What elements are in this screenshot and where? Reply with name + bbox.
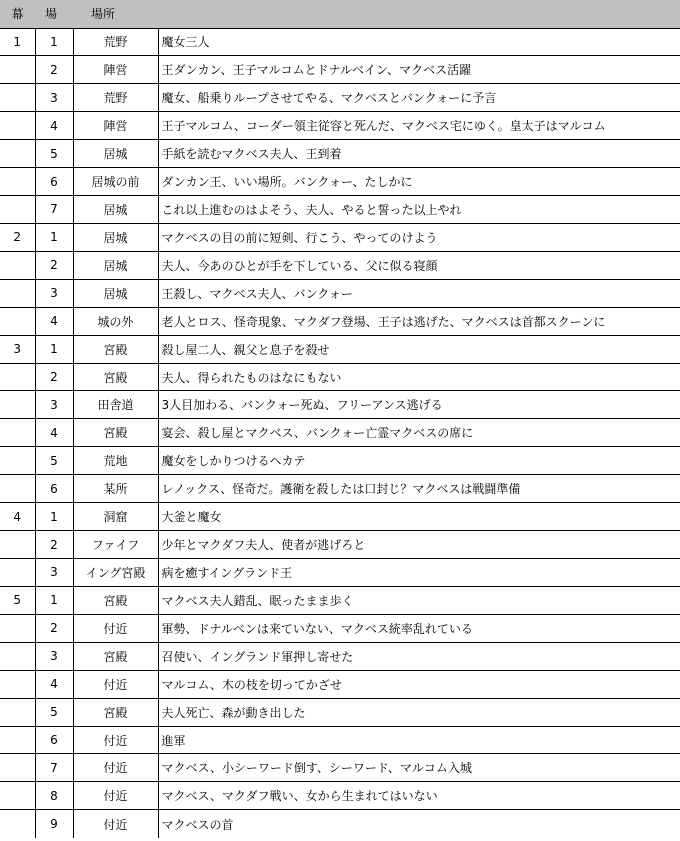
header-scene: 場 [45, 7, 58, 22]
scene-cell[interactable]: 1 [35, 28, 73, 56]
place-cell[interactable]: 居城 [73, 140, 158, 168]
table-row [0, 196, 680, 224]
place-cell[interactable]: 陣営 [73, 56, 158, 84]
act-cell[interactable] [0, 810, 35, 838]
place-cell[interactable]: ファイフ [73, 531, 158, 559]
act-cell[interactable] [0, 531, 35, 559]
place-cell[interactable]: 宮殿 [73, 363, 158, 391]
description-cell[interactable]: 進軍 [158, 726, 680, 754]
act-cell[interactable] [0, 140, 35, 168]
table-row [0, 810, 680, 838]
table-row [0, 28, 680, 56]
scene-cell[interactable]: 2 [35, 363, 73, 391]
scene-cell[interactable]: 4 [35, 112, 73, 140]
header-place: 場所 [91, 7, 116, 22]
place-cell[interactable]: 宮殿 [73, 642, 158, 670]
description-cell[interactable]: 手紙を読むマクベス夫人、王到着 [158, 140, 680, 168]
place-cell[interactable]: 居城 [73, 196, 158, 224]
header-act: 幕 [11, 7, 24, 22]
place-cell[interactable]: 付近 [73, 614, 158, 642]
scene-cell[interactable]: 6 [35, 726, 73, 754]
act-cell[interactable] [0, 614, 35, 642]
scene-cell[interactable]: 3 [35, 391, 73, 419]
place-cell[interactable]: 居城の前 [73, 168, 158, 196]
scene-cell[interactable]: 6 [35, 475, 73, 503]
act-cell[interactable]: 5 [0, 586, 35, 614]
act-cell[interactable] [0, 754, 35, 782]
act-cell[interactable] [0, 447, 35, 475]
table-body [0, 28, 680, 838]
place-cell[interactable]: 付近 [73, 810, 158, 838]
scene-cell[interactable]: 5 [35, 140, 73, 168]
place-cell[interactable]: 荒野 [73, 28, 158, 56]
description-cell[interactable]: これ以上進むのはよそう、夫人、やると誓った以上やれ [158, 196, 680, 224]
description-cell[interactable]: 病を癒すイングランド王 [158, 559, 680, 587]
scene-cell[interactable]: 2 [35, 614, 73, 642]
description-cell[interactable]: マクベス、小シーワード倒す、シーワード、マルコム入城 [158, 754, 680, 782]
table-row [0, 168, 680, 196]
table-row [0, 363, 680, 391]
place-cell[interactable]: 付近 [73, 782, 158, 810]
scene-cell[interactable]: 3 [35, 559, 73, 587]
header-row [0, 0, 680, 28]
place-cell[interactable]: 付近 [73, 726, 158, 754]
act-cell[interactable] [0, 419, 35, 447]
table-row [0, 642, 680, 670]
place-cell[interactable]: 荒野 [73, 84, 158, 112]
scene-cell[interactable]: 4 [35, 307, 73, 335]
place-cell[interactable]: 居城 [73, 223, 158, 251]
act-cell[interactable] [0, 112, 35, 140]
description-cell[interactable]: マルコム、木の枝を切ってかざせ [158, 670, 680, 698]
description-cell[interactable]: 魔女三人 [158, 28, 680, 56]
act-cell[interactable] [0, 307, 35, 335]
act-cell[interactable] [0, 251, 35, 279]
table-row [0, 475, 680, 503]
scene-cell[interactable]: 8 [35, 782, 73, 810]
description-cell[interactable]: 夫人死亡、森が動き出した [158, 698, 680, 726]
place-cell[interactable]: 付近 [73, 754, 158, 782]
place-cell[interactable]: 居城 [73, 279, 158, 307]
act-cell[interactable] [0, 56, 35, 84]
act-cell[interactable] [0, 391, 35, 419]
table-row [0, 754, 680, 782]
scene-cell[interactable]: 7 [35, 754, 73, 782]
table-row [0, 140, 680, 168]
table-row [0, 782, 680, 810]
act-cell[interactable]: 2 [0, 223, 35, 251]
scene-cell[interactable]: 3 [35, 84, 73, 112]
scene-cell[interactable]: 7 [35, 196, 73, 224]
place-cell[interactable]: 荒地 [73, 447, 158, 475]
header-description [158, 0, 680, 28]
table-row [0, 391, 680, 419]
description-cell[interactable]: 殺し屋二人、親父と息子を殺せ [158, 335, 680, 363]
description-cell[interactable]: 老人とロス、怪奇現象、マクダフ登場、王子は逃げた、マクベスは首都スクーンに [158, 307, 680, 335]
act-cell[interactable] [0, 475, 35, 503]
scene-cell[interactable]: 3 [35, 642, 73, 670]
table-row [0, 503, 680, 531]
table-row [0, 419, 680, 447]
scene-cell[interactable]: 2 [35, 251, 73, 279]
table-row [0, 251, 680, 279]
description-cell[interactable]: 大釜と魔女 [158, 503, 680, 531]
table-row [0, 531, 680, 559]
place-cell[interactable]: 居城 [73, 251, 158, 279]
place-cell[interactable]: 付近 [73, 670, 158, 698]
act-cell[interactable] [0, 363, 35, 391]
act-cell[interactable]: 1 [0, 28, 35, 56]
place-cell[interactable]: 某所 [73, 475, 158, 503]
scene-cell[interactable]: 4 [35, 670, 73, 698]
scene-cell[interactable]: 1 [35, 335, 73, 363]
description-cell[interactable]: ダンカン王、いい場所。バンクォー、たしかに [158, 168, 680, 196]
description-cell[interactable]: 王子マルコム、コーダー領主従容と死んだ、マクベス宅にゆく。皇太子はマルコム [158, 112, 680, 140]
act-cell[interactable] [0, 782, 35, 810]
table-row [0, 56, 680, 84]
description-cell[interactable]: 王ダンカン、王子マルコムとドナルベイン、マクベス活躍 [158, 56, 680, 84]
act-cell[interactable] [0, 84, 35, 112]
act-cell[interactable]: 4 [0, 503, 35, 531]
description-cell[interactable]: マクベスの目の前に短剣、行こう、やってのけよう [158, 223, 680, 251]
act-cell[interactable] [0, 196, 35, 224]
table-row [0, 586, 680, 614]
act-cell[interactable] [0, 698, 35, 726]
scene-cell[interactable]: 1 [35, 503, 73, 531]
scene-cell[interactable]: 4 [35, 419, 73, 447]
scene-cell[interactable]: 3 [35, 279, 73, 307]
act-cell[interactable] [0, 559, 35, 587]
scene-cell[interactable]: 2 [35, 56, 73, 84]
scene-cell[interactable]: 2 [35, 531, 73, 559]
place-cell[interactable]: 宮殿 [73, 586, 158, 614]
description-cell[interactable]: 少年とマクダフ夫人、使者が逃げろと [158, 531, 680, 559]
act-cell[interactable] [0, 168, 35, 196]
scene-cell[interactable]: 5 [35, 698, 73, 726]
scene-cell[interactable]: 9 [35, 810, 73, 838]
scene-cell[interactable]: 6 [35, 168, 73, 196]
table-row [0, 279, 680, 307]
description-cell[interactable]: 召使い、イングランド軍押し寄せた [158, 642, 680, 670]
act-cell[interactable] [0, 279, 35, 307]
table-row [0, 223, 680, 251]
description-cell[interactable]: 夫人、今あのひとが手を下している、父に似る寝顔 [158, 251, 680, 279]
description-cell[interactable]: マクベス夫人錯乱、眠ったまま歩く [158, 586, 680, 614]
description-cell[interactable]: 3人目加わる、バンクォー死ぬ、フリーアンス逃げる [158, 391, 680, 419]
description-cell[interactable]: 夫人、得られたものはなにもない [158, 363, 680, 391]
place-cell[interactable]: 宮殿 [73, 419, 158, 447]
place-cell[interactable]: 洞窟 [73, 503, 158, 531]
scene-cell[interactable]: 1 [35, 223, 73, 251]
description-cell[interactable]: レノックス、怪奇だ。護衛を殺したは口封じ？マクベスは戦闘準備 [158, 475, 680, 503]
act-cell[interactable] [0, 670, 35, 698]
place-cell[interactable]: 宮殿 [73, 335, 158, 363]
table-row [0, 614, 680, 642]
table-row [0, 447, 680, 475]
table-row [0, 112, 680, 140]
table-row [0, 698, 680, 726]
description-cell[interactable]: マクベス、マクダフ戦い、女から生まれてはいない [158, 782, 680, 810]
description-cell[interactable]: 宴会、殺し屋とマクベス、バンクォー亡霊マクベスの席に [158, 419, 680, 447]
place-cell[interactable]: 宮殿 [73, 698, 158, 726]
description-cell[interactable]: 王殺し、マクベス夫人、バンクォー [158, 279, 680, 307]
scene-cell[interactable]: 5 [35, 447, 73, 475]
table-row [0, 670, 680, 698]
scene-cell[interactable]: 1 [35, 586, 73, 614]
place-cell[interactable]: イング宮殿 [73, 559, 158, 587]
description-cell[interactable]: 軍勢、ドナルベンは来ていない、マクベス統率乱れている [158, 614, 680, 642]
table-row [0, 559, 680, 587]
act-cell[interactable] [0, 726, 35, 754]
table-row [0, 726, 680, 754]
description-cell[interactable]: 魔女をしかりつけるヘカテ [158, 447, 680, 475]
table-row [0, 335, 680, 363]
table-row [0, 307, 680, 335]
place-cell[interactable]: 田舎道 [73, 391, 158, 419]
description-cell[interactable]: マクベスの首 [158, 810, 680, 838]
description-cell[interactable]: 魔女、船乗りループさせてやる、マクベスとバンクォーに予言 [158, 84, 680, 112]
act-cell[interactable] [0, 642, 35, 670]
act-cell[interactable]: 3 [0, 335, 35, 363]
place-cell[interactable]: 陣営 [73, 112, 158, 140]
table-row [0, 84, 680, 112]
place-cell[interactable]: 城の外 [73, 307, 158, 335]
